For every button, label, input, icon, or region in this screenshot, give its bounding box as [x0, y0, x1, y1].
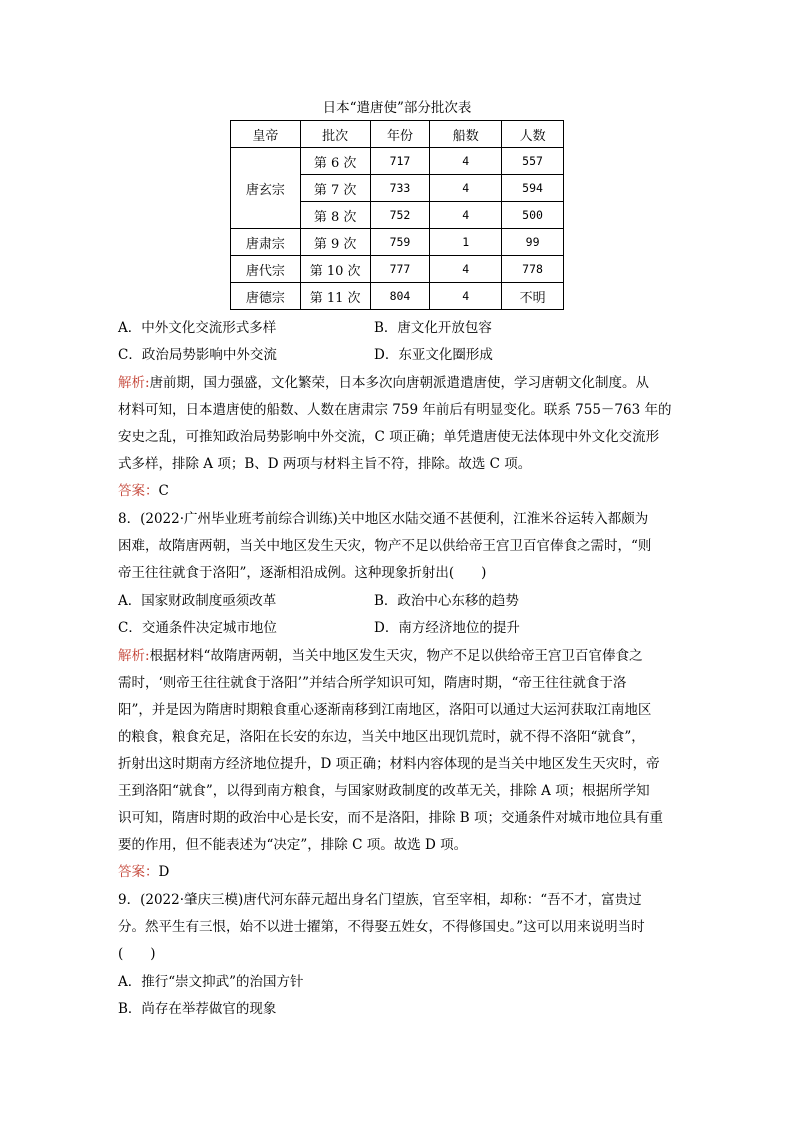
table-row	[231, 256, 564, 283]
ships-cell: 4	[430, 283, 502, 310]
header-cell: 批次	[300, 121, 370, 148]
table-row	[231, 229, 564, 256]
q8-answer	[118, 862, 169, 882]
people-cell: 500	[502, 202, 564, 229]
ships-cell: 1	[430, 229, 502, 256]
people-cell: 594	[502, 175, 564, 202]
batch-cell: 第 7 次	[300, 175, 370, 202]
year-cell: 777	[370, 256, 430, 283]
batch-cell: 第 6 次	[300, 148, 370, 175]
q7-analysis-line: 材料可知，日本遣唐使的船数、人数在唐肃宗 759 年前后有明显变化。联系 755－763 年的	[118, 402, 672, 418]
people-cell: 99	[502, 229, 564, 256]
q8-option-a: A．国家财政制度亟须改革	[118, 593, 277, 609]
q8-analysis-line: 阳”，并是因为隋唐时期粮食重心逐渐南移到江南地区，洛阳可以通过大运河获取江南地区	[118, 702, 652, 718]
q9-stem-line: ( )	[118, 946, 156, 962]
ships-cell: 4	[430, 202, 502, 229]
q8-analysis-line: 要的作用，但不能表述为“决定”，排除 C 项。故选 D 项。	[118, 837, 468, 853]
answer-value: C	[158, 483, 169, 499]
q8-stem-line: 困难，故隋唐两朝，当关中地区发生天灾，物产不足以供给帝王宫卫百官俸食之需时，“则	[118, 538, 652, 554]
answer-value: D	[158, 864, 170, 880]
table-row	[231, 148, 564, 175]
ships-cell: 4	[430, 256, 502, 283]
q7-analysis-line: 安史之乱，可推知政治局势影响中外交流，C 项正确；单凭遣唐使无法体现中外文化交流形	[118, 429, 660, 445]
q7-option-c: C．政治局势影响中外交流	[118, 347, 277, 363]
q8-analysis-line: 王到洛阳“就食”，以得到南方粮食，与国家财政制度的改革无关，排除 A 项；根据所学知	[118, 783, 650, 799]
q8-analysis-line: 折射出这时期南方经济地位提升，D 项正确；材料内容体现的是当关中地区发生天灾时，帝	[118, 756, 660, 772]
table-row	[231, 283, 564, 310]
q8-stem-line: 帝王往往就食于洛阳”，逐渐相沿成例。这种现象折射出( )	[118, 565, 487, 581]
q7-answer	[118, 481, 169, 501]
year-cell: 752	[370, 202, 430, 229]
emperor-cell: 唐代宗	[231, 256, 301, 283]
q8-option-d: D．南方经济地位的提升	[374, 620, 520, 636]
ships-cell: 4	[430, 148, 502, 175]
analysis-label: 解析:	[118, 648, 150, 664]
header-cell: 皇帝	[231, 121, 301, 148]
q9-option-a: A．推行“崇文抑武”的治国方针	[118, 974, 304, 990]
q7-option-b: B．唐文化开放包容	[374, 320, 492, 336]
people-cell: 778	[502, 256, 564, 283]
people-cell: 557	[502, 148, 564, 175]
year-cell: 717	[370, 148, 430, 175]
batch-cell: 第 11 次	[300, 283, 370, 310]
answer-label: 答案：	[118, 483, 159, 499]
q7-option-d: D．东亚文化圈形成	[374, 347, 493, 363]
emperor-cell: 唐德宗	[231, 283, 301, 310]
q7-analysis-line	[118, 373, 649, 393]
q8-analysis-line	[118, 646, 642, 666]
header-cell: 船数	[430, 121, 502, 148]
q8-analysis-line: 识可知，隋唐时期的政治中心是长安，而不是洛阳，排除 B 项；交通条件对城市地位具有重	[118, 810, 664, 826]
q7-analysis-line: 式多样，排除 A 项；B、D 两项与材料主旨不符，排除。故选 C 项。	[118, 456, 532, 472]
analysis-text: 根据材料“故隋唐两朝，当关中地区发生天灾，物产不足以供给帝王宫卫百官俸食之	[149, 648, 643, 664]
table-header-row	[231, 121, 564, 148]
q7-option-a: A．中外文化交流形式多样	[118, 320, 277, 336]
header-cell: 人数	[502, 121, 564, 148]
q9-option-b: B．尚存在举荐做官的现象	[118, 1001, 277, 1017]
ships-cell: 4	[430, 175, 502, 202]
analysis-label: 解析:	[118, 375, 150, 391]
year-cell: 804	[370, 283, 430, 310]
header-cell: 年份	[370, 121, 430, 148]
q8-analysis-line: 需时，‘则帝王往往就食于洛阳’”并结合所学知识可知，隋唐时期，“帝王往往就食于洛	[118, 675, 627, 691]
batch-cell: 第 10 次	[300, 256, 370, 283]
batch-cell: 第 8 次	[300, 202, 370, 229]
envoy-table	[230, 120, 564, 310]
q8-option-c: C．交通条件决定城市地位	[118, 620, 277, 636]
year-cell: 733	[370, 175, 430, 202]
q8-stem-line: 8．(2022·广州毕业班考前综合训练)关中地区水陆交通不甚便利，江淮米谷运转入都颇为	[118, 511, 649, 527]
year-cell: 759	[370, 229, 430, 256]
q8-option-b: B．政治中心东移的趋势	[374, 593, 519, 609]
emperor-cell: 唐肃宗	[231, 229, 301, 256]
q8-analysis-line: 的粮食，粮食充足，洛阳在长安的东边，当关中地区出现饥荒时，就不得不洛阳“就食”，	[118, 729, 645, 745]
answer-label: 答案：	[118, 864, 159, 880]
emperor-cell: 唐玄宗	[231, 148, 301, 229]
batch-cell: 第 9 次	[300, 229, 370, 256]
q9-stem-line: 分。然平生有三恨，始不以进士擢第，不得娶五姓女，不得修国史。”这可以用来说明当时	[118, 919, 645, 935]
table-caption: 日本“遣唐使”部分批次表	[322, 100, 472, 116]
analysis-text: 唐前期，国力强盛，文化繁荣，日本多次向唐朝派遣遣唐使，学习唐朝文化制度。从	[149, 375, 650, 391]
q9-stem-line: 9．(2022·肇庆三模)唐代河东薛元超出身名门望族，官至宰相，却称：“吾不才，富贵过	[118, 892, 642, 908]
people-cell: 不明	[502, 283, 564, 310]
q7-options-row-1	[118, 318, 276, 338]
